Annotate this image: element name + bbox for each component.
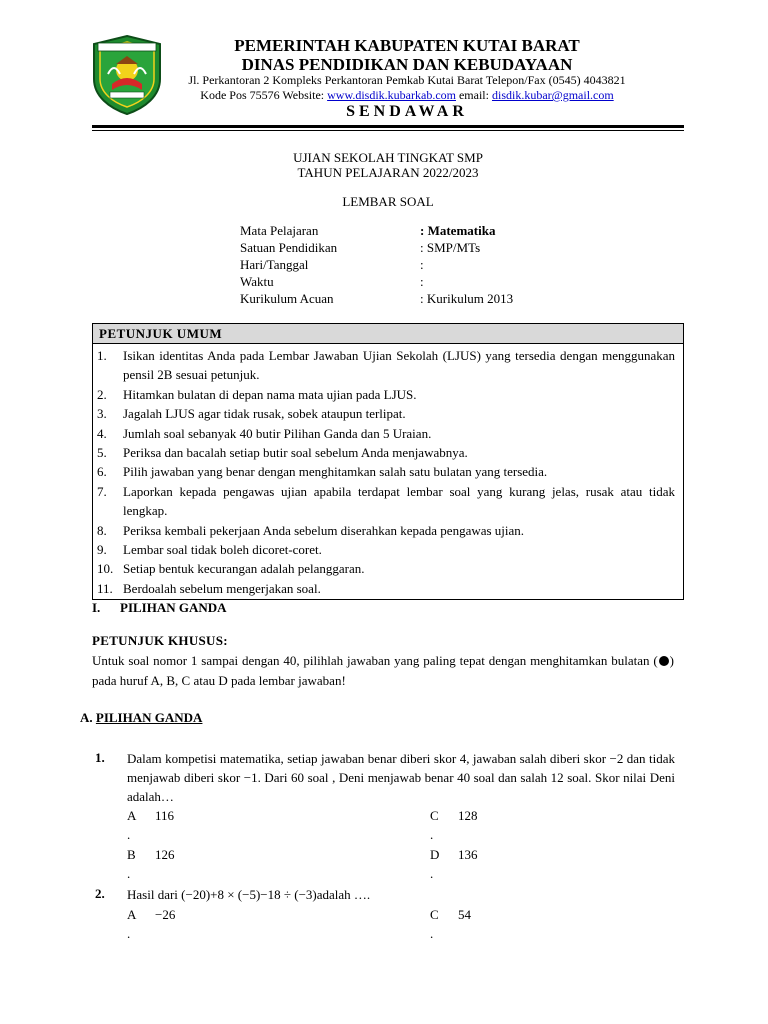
website-link[interactable]: www.disdik.kubarkab.com <box>327 88 456 102</box>
instruction-number: 1. <box>97 348 107 363</box>
option-value: −26 <box>155 907 176 922</box>
section-title: PILIHAN GANDA <box>95 710 203 725</box>
header-address: Jl. Perkantoran 2 Kompleks Perkantoran Pemkab Kutai Barat Telepon/Fax (0545) 4043821 <box>188 73 626 87</box>
email-label: email: <box>455 88 492 102</box>
option-value: 116 <box>155 808 175 823</box>
option-letter: D <box>430 847 440 862</box>
instruction-number: 6. <box>97 464 107 480</box>
instruction-text: Periksa dan bacalah setiap butir soal sebelum Anda menjawabnya. <box>123 445 468 461</box>
instruction-text: ) pada huruf A, B, C atau D pada lembar jawaban! <box>92 653 674 688</box>
email-link[interactable]: disdik.kubar@gmail.com <box>491 88 614 102</box>
instruction-item <box>93 424 675 443</box>
instruction-number: 11. <box>97 580 113 596</box>
option-dot: . <box>127 926 131 941</box>
instruction-text: Periksa kembali pekerjaan Anda sebelum diserahkan kepada pengawas ujian. <box>123 522 525 538</box>
instruction-number: 7. <box>97 483 107 499</box>
option-dot: . <box>430 866 434 881</box>
exam-title: UJIAN SEKOLAH TINGKAT SMP <box>293 150 483 165</box>
option-letter: C <box>430 808 439 823</box>
option-letter: C <box>430 907 439 922</box>
info-key: Waktu <box>240 274 274 289</box>
info-value: : <box>420 274 424 289</box>
section-heading <box>92 600 227 616</box>
exam-sheet-title: LEMBAR SOAL <box>342 194 434 209</box>
general-instructions-list <box>93 346 675 598</box>
instruction-text: Lembar soal tidak boleh dicoret-coret. <box>123 542 322 558</box>
exam-info <box>240 222 513 307</box>
instruction-text: Berdoalah sebelum mengerjakan soal. <box>123 580 321 596</box>
instruction-text: Jumlah soal sebanyak 40 butir Pilihan Ganda dan 5 Uraian. <box>123 425 432 441</box>
instruction-number: 9. <box>97 542 107 558</box>
info-value: : Matematika <box>420 223 496 238</box>
section-title: PILIHAN GANDA <box>120 600 227 615</box>
option-d[interactable] <box>430 845 478 864</box>
instruction-number: 10. <box>97 561 114 577</box>
question-text: Hasil dari (−20)+8 × (−5)−18 ÷ (−3)adalah …. <box>127 887 371 902</box>
option-value: 136 <box>458 847 478 862</box>
info-value: : <box>420 257 424 272</box>
instruction-item <box>93 346 675 385</box>
instruction-number: 8. <box>97 522 107 538</box>
info-row <box>240 256 513 273</box>
option-c[interactable] <box>430 905 471 924</box>
instruction-text: Untuk soal nomor 1 sampai dengan 40, pilihlah jawaban yang paling tepat dengan menghitamkan bulatan ( <box>92 653 658 668</box>
instruction-item <box>93 579 675 598</box>
header-city: SENDAWAR <box>346 103 468 120</box>
info-row <box>240 273 513 290</box>
instruction-text: Jagalah LJUS agar tidak rusak, sobek ataupun terlipat. <box>123 406 406 422</box>
info-row <box>240 222 513 239</box>
instruction-item <box>93 385 675 404</box>
general-instructions-heading: PETUNJUK UMUM <box>93 324 683 344</box>
instruction-item <box>93 462 675 481</box>
option-value: 128 <box>458 808 478 823</box>
instruction-item <box>93 443 675 462</box>
option-value: 54 <box>458 907 471 922</box>
instruction-number: 3. <box>97 406 107 422</box>
instruction-item <box>93 521 675 540</box>
instruction-text: Pilih jawaban yang benar dengan menghitamkan salah satu bulatan yang tersedia. <box>123 464 548 480</box>
option-dot: . <box>127 866 131 881</box>
special-instructions-heading: PETUNJUK KHUSUS: <box>92 633 228 648</box>
option-b[interactable] <box>127 845 175 864</box>
info-key: Mata Pelajaran <box>240 223 319 238</box>
option-dot: . <box>430 827 434 842</box>
info-key: Kurikulum Acuan <box>240 291 334 306</box>
general-instructions-box <box>92 323 684 600</box>
instruction-number: 5. <box>97 445 107 461</box>
instruction-item <box>93 540 675 559</box>
section-a-heading <box>80 710 202 726</box>
section-number: I. <box>92 600 101 615</box>
option-a[interactable] <box>127 806 174 825</box>
info-key: Satuan Pendidikan <box>240 240 338 255</box>
question-text: Dalam kompetisi matematika, setiap jawaban benar diberi skor 4, jawaban salah diberi skor −2 dan tidak menjawab diberi skor −1. Dari 60 soal , Deni menjawab benar 40 soal dan salah 12 soal. Skor nilai Deni adalah… <box>127 751 675 804</box>
option-letter: A <box>127 907 137 922</box>
instruction-item <box>93 482 675 521</box>
option-value: 126 <box>155 847 175 862</box>
info-row <box>240 290 513 307</box>
info-key: Hari/Tanggal <box>240 257 309 272</box>
info-row <box>240 239 513 256</box>
header-government: PEMERINTAH KABUPATEN KUTAI BARAT <box>234 36 580 55</box>
header-department: DINAS PENDIDIKAN DAN KEBUDAYAAN <box>241 55 573 74</box>
section-prefix: A. <box>80 710 93 725</box>
filled-circle-icon <box>659 656 669 666</box>
info-value: : Kurikulum 2013 <box>420 291 514 306</box>
instruction-item <box>93 559 675 578</box>
option-letter: B <box>127 847 136 862</box>
header-divider-thin <box>92 130 684 131</box>
instruction-number: 2. <box>97 386 107 402</box>
instruction-number: 4. <box>97 425 107 441</box>
postal-text: Kode Pos 75576 Website: <box>200 88 328 102</box>
option-letter: A <box>127 808 137 823</box>
instruction-text: Isikan identitas Anda pada Lembar Jawaban Ujian Sekolah (LJUS) yang tersedia dengan menggunakan pensil 2B sesuai petunjuk. <box>123 348 675 383</box>
instruction-text: Hitamkan bulatan di depan nama mata ujian pada LJUS. <box>123 386 417 402</box>
question-number: 2. <box>95 886 105 901</box>
option-dot: . <box>127 827 131 842</box>
option-dot: . <box>430 926 434 941</box>
question-number: 1. <box>95 750 105 765</box>
option-a[interactable] <box>127 905 175 924</box>
instruction-item <box>93 404 675 423</box>
header-contact <box>170 88 644 102</box>
header-divider-thick <box>92 125 684 128</box>
option-c[interactable] <box>430 806 478 825</box>
exam-year: TAHUN PELAJARAN 2022/2023 <box>297 165 479 180</box>
special-instructions-text <box>92 651 674 691</box>
instruction-text: Laporkan kepada pengawas ujian apabila terdapat lembar soal yang kurang jelas, rusak atau tidak lengkap. <box>123 483 675 519</box>
info-value: : SMP/MTs <box>420 240 481 255</box>
instruction-text: Setiap bentuk kecurangan adalah pelanggaran. <box>123 561 365 577</box>
kutai-barat-logo <box>90 34 164 116</box>
